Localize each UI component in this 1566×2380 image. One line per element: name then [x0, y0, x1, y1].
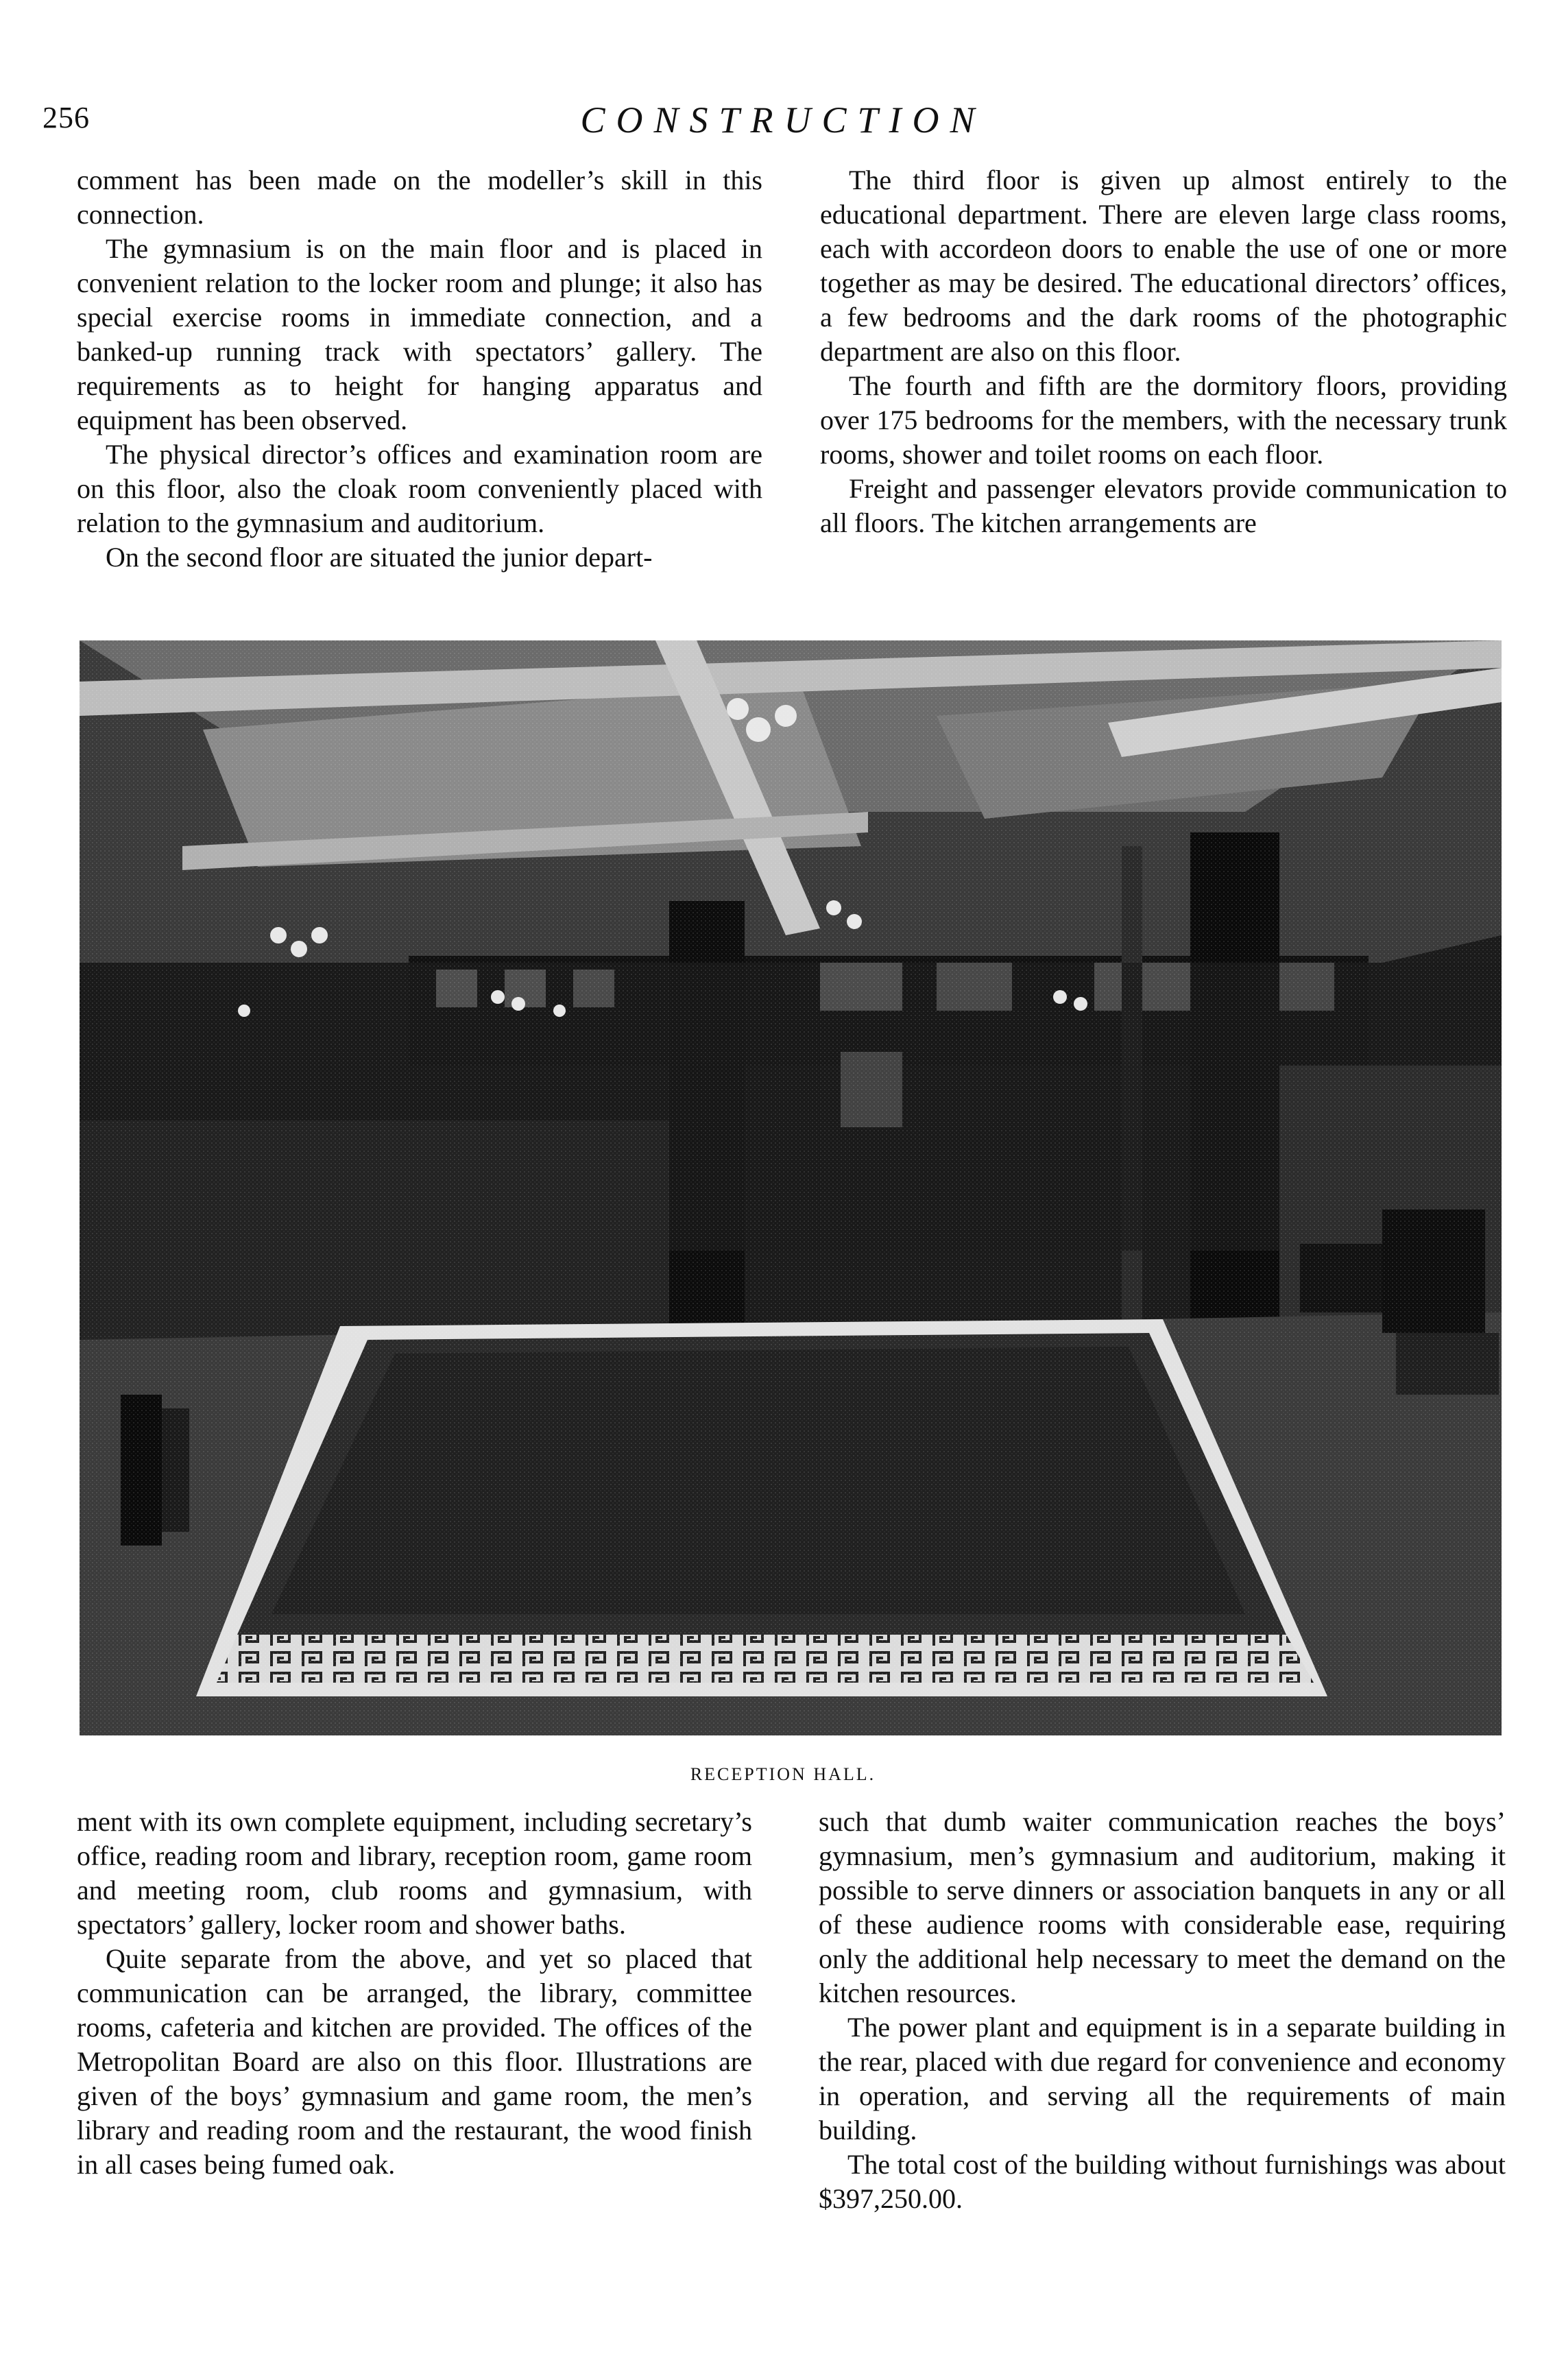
paragraph: The power plant and equipment is in a separate building in the rear, placed with due regard for convenience and economy in operation, and serving all the requirements of main building.: [819, 2012, 1506, 2145]
page-number: 256: [43, 101, 90, 134]
paragraph: ment with its own complete equipment, including secretary’s office, reading room and library, reception room, game room and meeting room, club rooms and gymnasium, with spectators’ gallery, locker room and shower baths.: [77, 1806, 752, 1940]
column-top-left: [77, 163, 762, 575]
paragraph: Freight and passenger elevators provide communication to all floors. The kitchen arrangements are: [820, 473, 1507, 538]
column-top-right: [820, 163, 1507, 540]
paragraph: comment has been made on the modeller’s skill in this connection.: [77, 165, 762, 230]
column-bottom-left: [77, 1805, 752, 2182]
running-title: CONSTRUCTION: [580, 99, 986, 141]
paragraph: The physical director’s offices and examination room are on this floor, also the cloak room conveniently placed with relation to the gymnasium and auditorium.: [77, 439, 762, 538]
paragraph: The gymnasium is on the main floor and is placed in convenient relation to the locker room and plunge; it also has special exercise rooms in immediate connection, and a banked-up running track with spectators’ gallery. The requirements as to height for hanging apparatus and equipment has been observed.: [77, 233, 762, 435]
figure-caption: RECEPTION HALL.: [690, 1764, 876, 1784]
photo-illustration: [80, 640, 1502, 1735]
paragraph: The total cost of the building without furnishings was about $397,250.00.: [819, 2149, 1506, 2214]
paragraph: The fourth and fifth are the dormitory floors, providing over 175 bedrooms for the members, with the necessary trunk rooms, shower and toilet rooms on each floor.: [820, 370, 1507, 470]
paragraph: such that dumb waiter communication reaches the boys’ gymnasium, men’s gymnasium and auditorium, making it possible to serve dinners or association banquets in any or all of these audience rooms with considerable ease, requiring only the additional help necessary to meet the demand on the kitchen resources.: [819, 1806, 1506, 2008]
paragraph: The third floor is given up almost entirely to the educational department. There are eleven large class rooms, each with accordeon doors to enable the use of one or more together as may be desired. The educational directors’ offices, a few bedrooms and the dark rooms of the photographic department are also on this floor.: [820, 165, 1507, 367]
paragraph: Quite separate from the above, and yet so placed that communication can be arranged, the library, committee rooms, cafeteria and kitchen are provided. The offices of the Metropolitan Board are also on this floor. Illustrations are given of the boys’ gymnasium and game room, the men’s library and reading room and the restaurant, the wood finish in all cases being fumed oak.: [77, 1943, 752, 2180]
paragraph: On the second floor are situated the junior depart-: [106, 542, 653, 573]
reception-hall-photo: [80, 640, 1502, 1735]
column-bottom-right: [819, 1805, 1506, 2216]
